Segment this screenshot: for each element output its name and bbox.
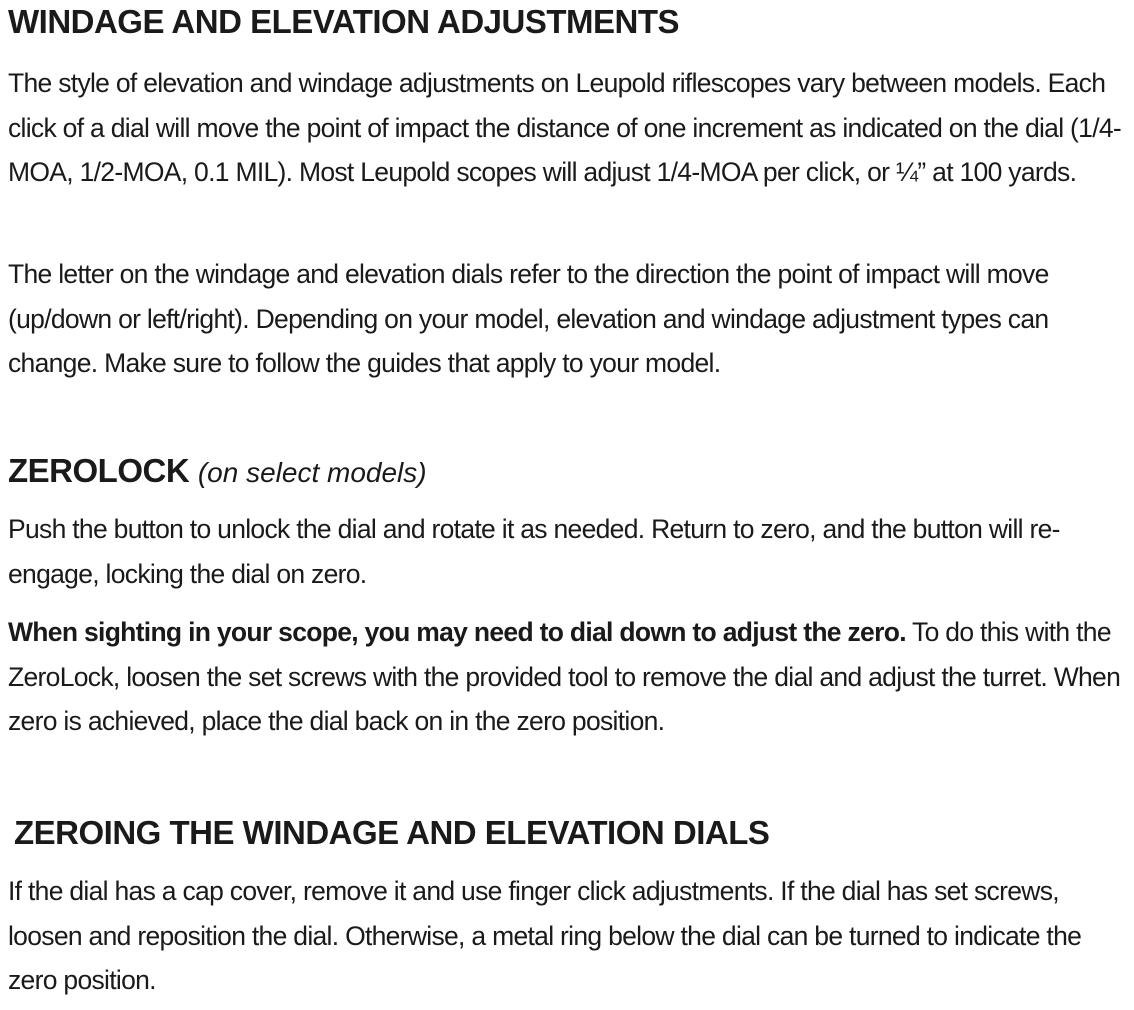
section-heading-zeroing-dials: ZEROING THE WINDAGE AND ELEVATION DIALS [14,814,770,851]
sighting-note-text: To do this with the ZeroLock, loosen the set screws with the provided tool to remove the dial and adjust the turret. When zero is achieved, place the dial back on in the zero position. [8,617,1121,736]
section-heading-zerolock [8,451,427,493]
zerolock-title: ZEROLOCK [8,452,190,489]
section-heading-windage-elevation: WINDAGE AND ELEVATION ADJUSTMENTS [8,3,680,40]
sighting-note-bold: When sighting in your scope, you may need to dial down to adjust the zero. [8,617,906,647]
zerolock-subtitle: (on select models) [197,457,427,488]
paragraph-adjustment-style: The style of elevation and windage adjustments on Leupold riflescopes vary between models. Each click of a dial will move the point of impact the distance of one increment as indicated on the dial (1/4-MOA, 1/2-MOA, 0.1 MIL). Most Leupold scopes will adjust 1/4-MOA per click, or ¼” at 100 yards. [8,68,1122,187]
paragraph-zerolock-sighting [8,610,1128,744]
paragraph-dial-letters: The letter on the windage and elevation dials refer to the direction the point of impact will move (up/down or left/right). Depending on your model, elevation and windage adjustment types can change. Make sure to follow the guides that apply to your model. [8,259,1049,378]
paragraph-zerolock-button: Push the button to unlock the dial and rotate it as needed. Return to zero, and the button will re-engage, locking the dial on zero. [8,514,1060,589]
paragraph-zeroing-dials: If the dial has a cap cover, remove it and use finger click adjustments. If the dial has set screws, loosen and reposition the dial. Otherwise, a metal ring below the dial can be turned to indicate the zero position. [8,876,1082,995]
